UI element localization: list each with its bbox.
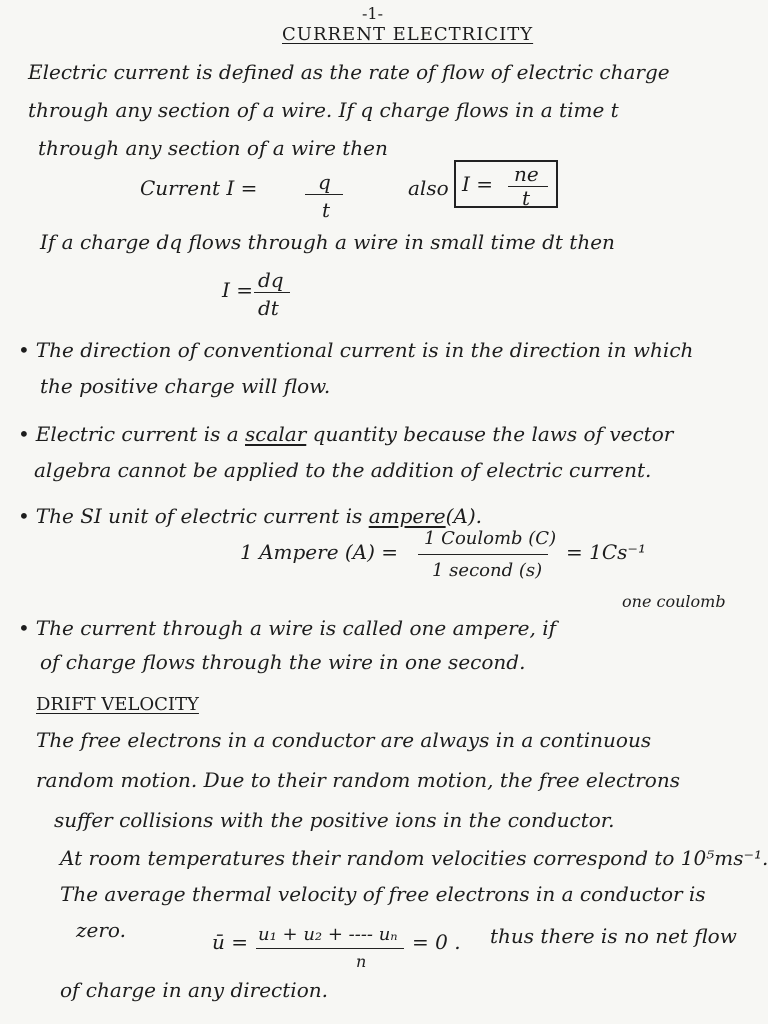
formula3-rhs: = 1Cs⁻¹ [566,540,646,564]
bullet-1-line-1: • The direction of conventional current is in the direction in which [18,338,694,362]
formula4-num: u₁ + u₂ + ---- uₙ [258,924,398,945]
formula1-lhs: Current I = [140,176,258,200]
page-number: -1- [362,4,383,23]
formula2-num: dq [258,268,284,292]
drift-line-4: At room temperatures their random velocities correspond to 10⁵ms⁻¹. [60,846,768,870]
formula4-rhs: = 0 . [412,930,461,954]
formula3-num: 1 Coulomb (C) [424,528,557,549]
bullet-2-line-1: • Electric current is a scalar quantity because the laws of vector [18,422,674,446]
bullet-1-line-2: the positive charge will flow. [40,374,331,398]
scalar-underlined: scalar [245,422,307,446]
intro-line-2: through any section of a wire. If q charge flows in a time t [28,98,619,122]
bullet-4-line-1: • The current through a wire is called one ampere, if [18,616,557,640]
drift-line-3: suffer collisions with the positive ions in the conductor. [54,808,615,832]
box-num: ne [514,162,539,186]
dq-line: If a charge dq flows through a wire in small time dt then [40,230,615,254]
formula3-bar [418,554,548,555]
bullet-3: • The SI unit of electric current is ampere(A). [18,504,483,528]
formula4-post: thus there is no net flow [490,924,737,948]
bullet-4-line-2: of charge flows through the wire in one second. [40,650,526,674]
formula2-bar [254,292,290,293]
drift-line-6: zero. [76,918,126,942]
intro-line-1: Electric current is defined as the rate of flow of electric charge [28,60,670,84]
formula1-num: q [318,170,331,194]
bullet-4-aside: one coulomb [622,592,726,611]
formula2-lhs: I = [222,278,254,302]
formula3-lhs: 1 Ampere (A) = [240,540,399,564]
page-title: CURRENT ELECTRICITY [282,24,534,45]
formula1-bar [305,194,343,195]
drift-heading: DRIFT VELOCITY [36,694,199,715]
box-lhs: I = [462,172,494,196]
ampere-underlined: ampere [368,504,446,528]
formula3-den: 1 second (s) [432,560,543,581]
formula1-also: also [408,176,449,200]
box-den: t [522,186,531,210]
formula4-lhs: ū = [212,930,248,954]
last-line: of charge in any direction. [60,978,328,1002]
drift-line-2: random motion. Due to their random motion, the free electrons [36,768,680,792]
formula1-den: t [322,198,331,222]
bullet-2-line-2: algebra cannot be applied to the addition of electric current. [34,458,652,482]
drift-line-1: The free electrons in a conductor are always in a continuous [36,728,652,752]
drift-line-5: The average thermal velocity of free electrons in a conductor is [60,882,706,906]
formula4-den: n [356,952,367,971]
formula2-den: dt [258,296,279,320]
formula4-bar [256,948,404,949]
intro-line-3: through any section of a wire then [38,136,388,160]
